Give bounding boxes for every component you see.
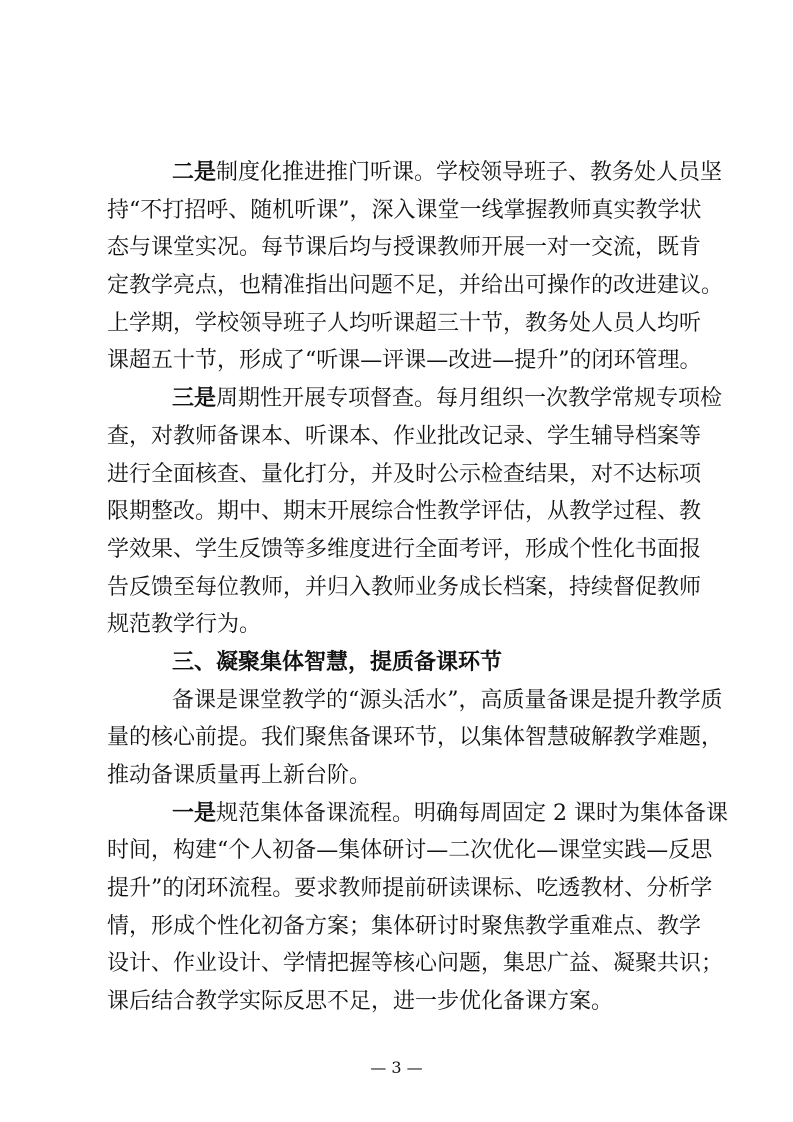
- text-line: 设计、作业设计、学情把握等核心问题，集思广益、凝聚共识；: [107, 951, 724, 977]
- paragraph-lead: 二是: [172, 159, 217, 185]
- text-line: 进行全面核查、量化打分，并及时公示检查结果，对不达标项: [107, 461, 702, 487]
- paragraph-lead: 三是: [172, 385, 217, 412]
- text-line: [107, 380, 723, 418]
- paragraph-special-inspection: [107, 380, 723, 644]
- text-line: 课后结合教学实际反思不足，进一步优化备课方案。: [107, 989, 614, 1015]
- text-line: 态与课堂实况。每节课后均与授课教师开展一对一交流，既肯: [107, 235, 702, 261]
- paragraph-collective-prep-process: [107, 795, 729, 1021]
- text-line: 情，形成个性化初备方案；集体研讨时聚焦教学重难点、教学: [107, 913, 702, 939]
- text-span: 制度化推进推门听课。学校领导班子、教务处人员坚: [216, 160, 723, 185]
- paragraph-lead: 一是: [172, 799, 217, 826]
- text-line: 学效果、学生反馈等多维度进行全面考评，形成个性化书面报: [107, 536, 702, 562]
- text-line: 告反馈至每位教师，并归入教师业务成长档案，持续督促教师: [107, 574, 702, 600]
- section-heading: 三、凝聚集体智慧，提质备课环节: [172, 648, 503, 675]
- document-body: [107, 154, 729, 1021]
- text-line: 时间，构建“个人初备—集体研讨—二次优化—课堂实践—反思: [107, 838, 713, 864]
- text-line: 限期整改。期中、期末开展综合性教学评估，从教学过程、教: [107, 499, 702, 525]
- text-line: 规范教学行为。: [107, 612, 262, 638]
- text-line: 备课是课堂教学的“源头活水”，高质量备课是提升教学质: [172, 687, 723, 713]
- text-line: [107, 795, 729, 833]
- page-number: — 3 —: [370, 1058, 423, 1077]
- text-line: 持“不打招呼、随机听课”，深入课堂一线掌握教师真实教学状: [107, 197, 702, 223]
- text-line: 量的核心前提。我们聚焦备课环节，以集体智慧破解教学难题，: [107, 725, 724, 751]
- text-span: 周期性开展专项督查。每月组织一次教学常规专项检: [216, 386, 723, 412]
- text-line: 上学期，学校领导班子人均听课超三十节，教务处人员人均听: [107, 310, 702, 336]
- paragraph-lesson-prep-intro: [107, 682, 724, 795]
- text-line: [107, 154, 723, 192]
- text-span: 规范集体备课流程。明确每周固定 2 课时为集体备课: [216, 800, 729, 826]
- text-line: 推动备课质量再上新台阶。: [107, 763, 372, 788]
- text-line: 课超五十节，形成了“听课—评课—改进—提升”的闭环管理。: [107, 348, 702, 374]
- paragraph-door-open-lessons: [107, 154, 724, 380]
- text-line: 查，对教师备课本、听课本、作业批改记录、学生辅导档案等: [107, 423, 702, 449]
- text-line: 提升”的闭环流程。要求教师提前研读课标、吃透教材、分析学: [107, 876, 713, 902]
- text-line: 定教学亮点，也精准指出问题不足，并给出可操作的改进建议。: [107, 273, 724, 299]
